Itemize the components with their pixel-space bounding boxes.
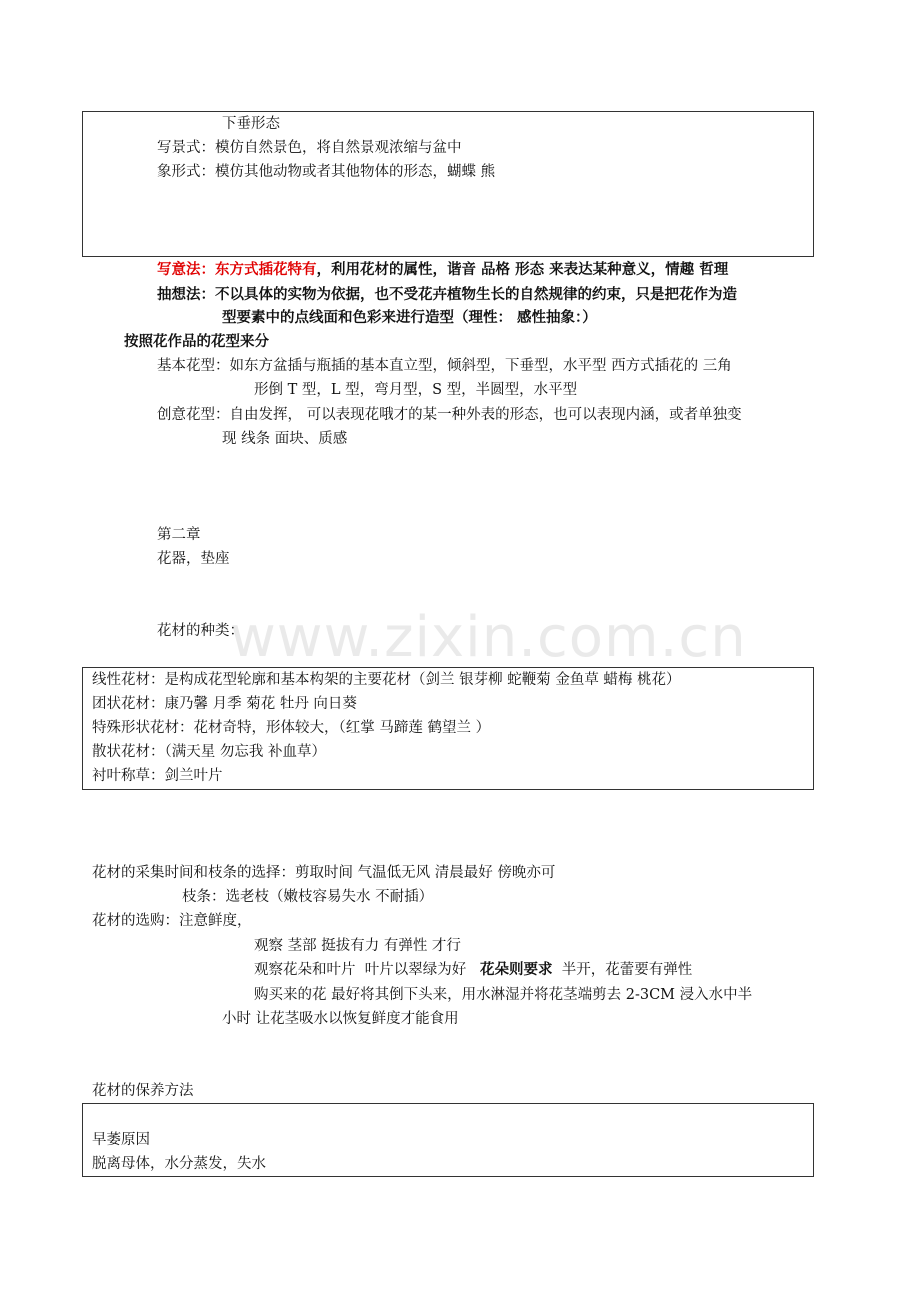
vessel-text: 花器，垫座: [157, 551, 230, 567]
xieyi-label: 写意法：: [157, 261, 215, 278]
form-styles-box: [82, 111, 814, 257]
purchased-care-line2: 小时 让花茎吸水以恢复鲜度才能食用: [222, 1011, 459, 1027]
chapter-title: 第二章: [157, 527, 201, 543]
observe-flower-bold: 花朵则要求: [480, 961, 553, 978]
watermark: www.zixin.com.cn: [230, 605, 747, 670]
early-wilting-heading: 早萎原因: [92, 1132, 150, 1148]
flower-types-heading: 花材的种类：: [157, 623, 244, 639]
landscape-style-text: 写景式：模仿自然景色，将自然景观浓缩与盆中: [157, 140, 462, 156]
wilting-reason-text: 脱离母体，水分蒸发，失水: [92, 1156, 266, 1172]
creative-shape-line1: 创意花型：自由发挥， 可以表现花哦才的某一种外表的形态，也可以表现内涵，或者单独变: [157, 407, 742, 423]
foliage-text: 衬叶称草：剑兰叶片: [92, 768, 223, 784]
basic-shape-line2: 形倒 T 型，L 型，弯月型，S 型，半圆型，水平型: [254, 382, 578, 398]
xieyi-rest: ，利用花材的属性，谐音 品格 形态 来表达某种意义，情趣 哲理: [316, 261, 729, 278]
observe-stem-text: 观察 茎部 挺拔有力 有弹性 才行: [254, 938, 461, 954]
collect-time-text: 花材的采集时间和枝条的选择：剪取时间 气温低无风 清晨最好 傍晚亦可: [92, 865, 556, 881]
observe-flower-text: [254, 959, 692, 981]
basic-shape-line1: 基本花型：如东方盆插与瓶插的基本直立型，倾斜型，下垂型，水平型 西方式插花的 三角: [157, 358, 732, 374]
branch-choice-text: 枝条：选老枝（嫩枝容易失水 不耐插）: [182, 889, 434, 905]
drooping-form-text: 下垂形态: [222, 116, 280, 132]
abstract-method-line2: 型要素中的点线面和色彩来进行造型（理性： 感性抽象：）: [222, 309, 597, 326]
observe-flower-post: 半开，花蕾要有弹性: [552, 962, 693, 978]
xieyi-method-line: [157, 259, 728, 281]
filler-flowers-text: 散状花材：（满天星 勿忘我 补血草）: [92, 744, 326, 760]
special-flowers-text: 特殊形状花材：花材奇特，形体较大，（红掌 马蹄莲 鹤望兰 ）: [92, 720, 491, 736]
purchased-care-line1: 购买来的花 最好将其倒下头来，用水淋湿并将花茎端剪去 2-3CM 浸入水中半: [254, 987, 753, 1003]
linear-flowers-text: 线性花材：是构成花型轮廓和基本构架的主要花材（剑兰 银芽柳 蛇鞭菊 金鱼草 蜡梅 桃花）: [92, 672, 681, 688]
by-shape-heading: 按照花作品的花型来分: [124, 333, 269, 350]
maintenance-heading: 花材的保养方法: [92, 1083, 194, 1099]
xieyi-red-text: 东方式插花特有: [215, 261, 317, 278]
observe-flower-pre: 观察花朵和叶片 叶片以翠绿为好: [254, 962, 481, 978]
creative-shape-line2: 现 线条 面块、质感: [222, 431, 348, 447]
imitative-style-text: 象形式：模仿其他动物或者其他物体的形态，蝴蝶 熊: [157, 164, 496, 180]
mass-flowers-text: 团状花材：康乃馨 月季 菊花 牡丹 向日葵: [92, 696, 357, 712]
abstract-method-line1: 抽想法：不以具体的实物为依据，也不受花卉植物生长的自然规律的约束，只是把花作为造: [157, 286, 737, 303]
purchase-heading: 花材的选购：注意鲜度，: [92, 913, 252, 929]
